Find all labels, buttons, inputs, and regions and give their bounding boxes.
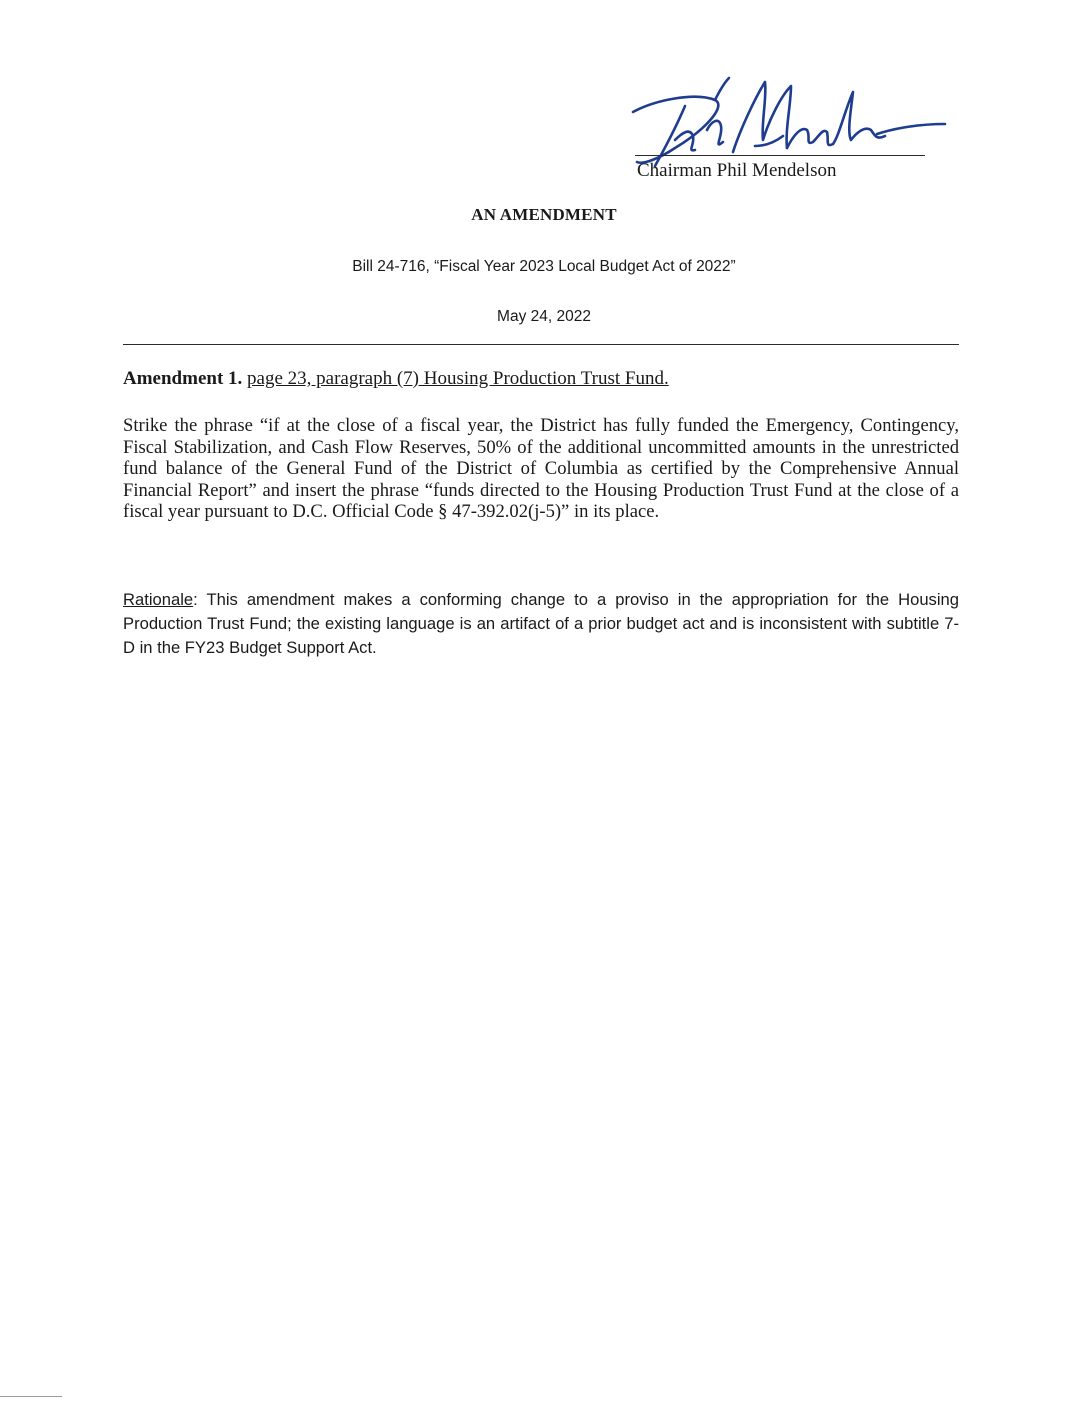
bill-title: Bill 24-716, “Fiscal Year 2023 Local Budget Act of 2022” xyxy=(352,258,736,275)
rationale-label: Rationale xyxy=(123,590,194,609)
amendment-body: Strike the phrase “if at the close of a fiscal year, the District has fully funded the Emergency, Contingency, Fiscal Stabilization, and Cash Flow Reserves, 50% of the additional uncommitted amounts in the unrestricted fund balance of the General Fund of the District of Columbia as certified by the Comprehensive Annual Financial Report” and insert the phrase “funds directed to the Housing Production Trust Fund at the close of a fiscal year pursuant to D.C. Official Code § 47-392.02(j-5)” in its place. xyxy=(123,415,959,522)
header-divider xyxy=(123,344,959,345)
signatory-name: Chairman Phil Mendelson xyxy=(637,160,837,181)
document-title: AN AMENDMENT xyxy=(471,205,617,224)
scan-artifact-line xyxy=(0,1396,62,1397)
amendment-reference: page 23, paragraph (7) Housing Production Trust Fund. xyxy=(247,368,669,389)
amendment-heading xyxy=(123,368,959,390)
signature-line xyxy=(635,155,925,156)
amendment-number: Amendment 1. xyxy=(123,368,243,389)
document-date: May 24, 2022 xyxy=(497,308,591,325)
rationale-paragraph xyxy=(123,588,959,660)
signature-block xyxy=(615,70,955,190)
rationale-text: : This amendment makes a conforming change to a proviso in the appropriation for the Housing Production Trust Fund; the existing language is an artifact of a prior budget act and is inconsistent with subtitle 7-D in the FY23 Budget Support Act. xyxy=(123,590,959,657)
